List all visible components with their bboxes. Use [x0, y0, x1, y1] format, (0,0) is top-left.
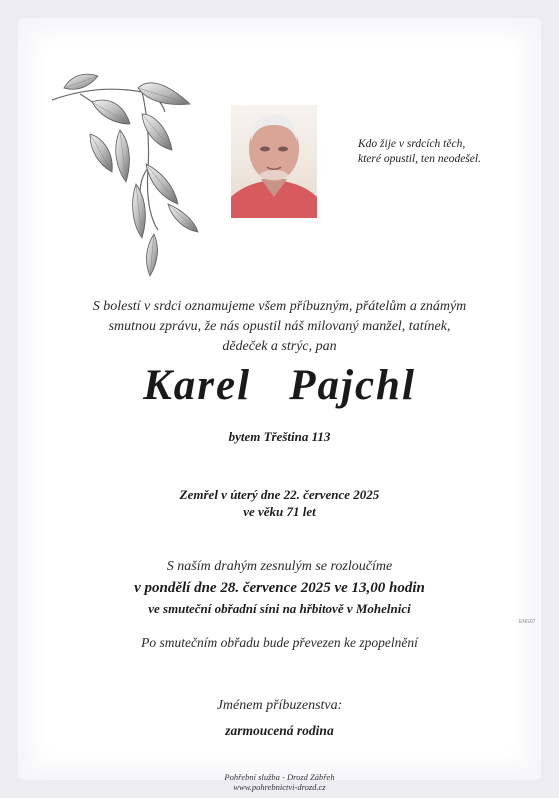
- footer-company: Pohřební služba - Drozd Zábřeh: [224, 772, 335, 782]
- announcement-line-2: smutnou zprávu, že nás opustil náš milovaný manžel, tatínek,: [108, 319, 451, 334]
- death-age: ve věku 71 let: [243, 504, 316, 519]
- farewell-info: [0, 557, 559, 619]
- farewell-datetime: v pondělí dne 28. července 2025 ve 13,00 hodin: [134, 580, 425, 596]
- portrait-photo: [231, 105, 317, 218]
- death-info: [0, 486, 559, 520]
- death-date: Zemřel v úterý dne 22. července 2025: [179, 487, 380, 502]
- announcement-text: [0, 297, 559, 357]
- cremation-note: Po smutečním obřadu bude převezen ke zpopelnění: [141, 635, 418, 650]
- footer-website: www.pohrebnictvi-drozd.cz: [233, 782, 326, 792]
- family-line-2: zarmoucená rodina: [225, 723, 334, 738]
- announcement-line-3: dědeček a strýc, pan: [222, 339, 337, 354]
- farewell-intro: S naším drahým zesnulým se rozloučíme: [166, 559, 393, 574]
- funeral-service-footer: [0, 772, 559, 792]
- family-line-1: Jménem příbuzenstva:: [216, 698, 343, 713]
- print-code: ENG07: [519, 619, 536, 625]
- portrait-man-icon: [231, 105, 317, 218]
- farewell-place: ve smuteční obřadní síni na hřbitově v Mohelnici: [148, 601, 411, 616]
- motto-quote: [358, 137, 528, 167]
- deceased-name: Karel Pajchl: [143, 362, 416, 409]
- announcement-line-1: S bolestí v srdci oznamujeme všem příbuzným, přátelům a známým: [92, 299, 467, 314]
- motto-line-1: Kdo žije v srdcích těch,: [358, 138, 466, 150]
- motto-line-2: které opustil, ten neodešel.: [358, 153, 481, 165]
- residence: bytem Třeština 113: [228, 429, 331, 444]
- family-signature: [0, 693, 559, 743]
- birch-branch-icon: [50, 68, 200, 280]
